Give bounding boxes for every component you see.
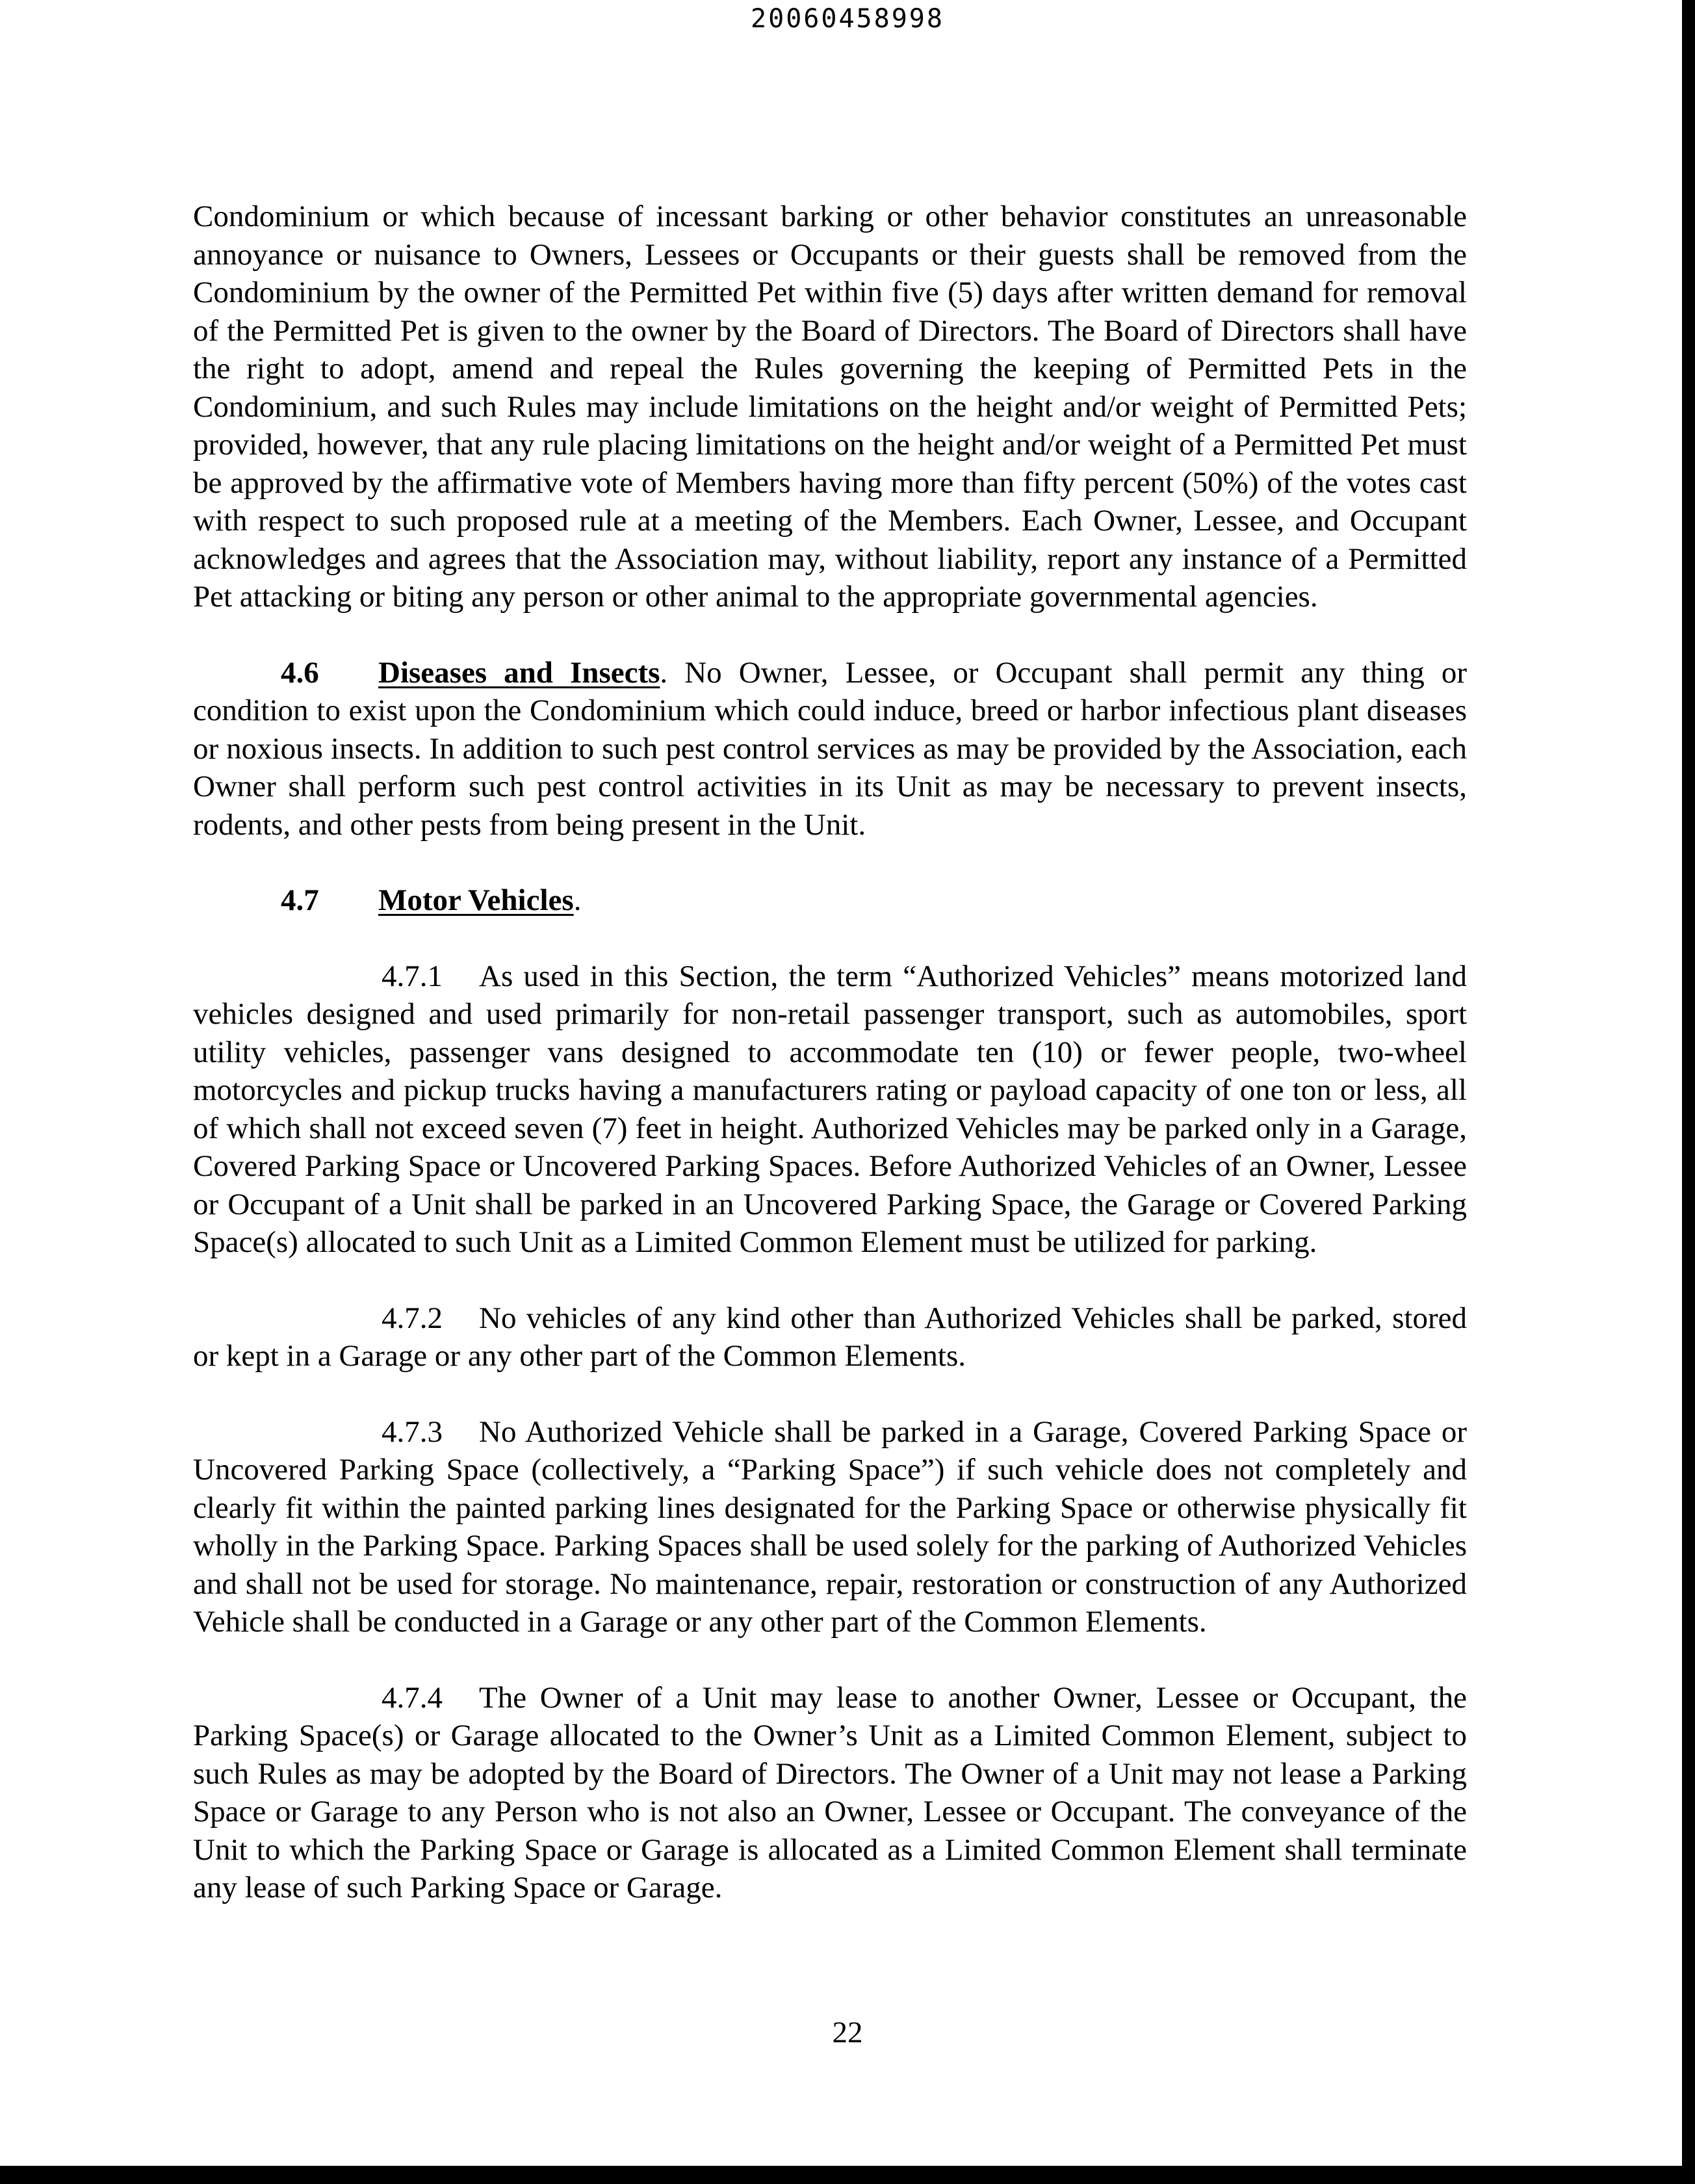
page-number: 22 [832,2016,863,2049]
subsection-text: The Owner of a Unit may lease to another Owner, Lessee or Occupant, the Parking Space(s) or Garage allocated to the Owner’s Unit as a Limited Common Element, subject to such Rules as may be adopted by the Board of Directors. The Owner of a Unit may not lease a Parking Space or Garage to any Person who is not also an Owner, Lessee or Occupant. The conveyance of the Unit to which the Parking Space or Garage is allocated as a Limited Common Element shall terminate any lease of such Parking Space or Garage. [193,1680,1467,1904]
section-4-6 [193,654,1467,844]
subsection-number: 4.7.3 [382,1414,443,1449]
scan-border-bottom [0,2166,1695,2184]
document-number: 20060458998 [751,4,944,34]
section-number: 4.6 [281,655,319,690]
section-text: . No Owner, Lessee, or Occupant shall permit any thing or condition to exist upon the Condominium which could induce, breed or harbor infectious plant diseases or noxious insects. In addition to such pest control services as may be provided by the Association, each Owner shall perform such pest control activities in its Unit as may be necessary to prevent insects, rodents, and other pests from being present in the Unit. [193,655,1467,842]
section-title-suffix: . [573,883,582,917]
scan-border-right [1682,0,1695,2184]
section-title: Diseases and Insects [378,655,660,690]
subsection-text: No Authorized Vehicle shall be parked in a Garage, Covered Parking Space or Uncovered Parking Space (collectively, a “Parking Space”) if such vehicle does not completely and clearly fit within the painted parking lines designated for the Parking Space or otherwise physically fit wholly in the Parking Space. Parking Spaces shall be used solely for the parking of Authorized Vehicles and shall not be used for storage. No maintenance, repair, restoration or construction of any Authorized Vehicle shall be conducted in a Garage or any other part of the Common Elements. [193,1414,1467,1639]
section-4-7-heading [193,881,1467,920]
subsection-number: 4.7.4 [382,1680,443,1715]
page-body [193,198,1467,1907]
subsection-4-7-4 [193,1679,1467,1907]
subsection-text: No vehicles of any kind other than Authorized Vehicles shall be parked, stored or kept in a Garage or any other part of the Common Elements. [193,1301,1467,1373]
intro-paragraph: Condominium or which because of incessant barking or other behavior constitutes an unreasonable annoyance or nuisance to Owners, Lessees or Occupants or their guests shall be removed from the Condominium by the owner of the Permitted Pet within five (5) days after written demand for removal of the Permitted Pet is given to the owner by the Board of Directors. The Board of Directors shall have the right to adopt, amend and repeal the Rules governing the keeping of Permitted Pets in the Condominium, and such Rules may include limitations on the height and/or weight of Permitted Pets; provided, however, that any rule placing limitations on the height and/or weight of a Permitted Pet must be approved by the affirmative vote of Members having more than fifty percent (50%) of the votes cast with respect to such proposed rule at a meeting of the Members. Each Owner, Lessee, and Occupant acknowledges and agrees that the Association may, without liability, report any instance of a Permitted Pet attacking or biting any person or other animal to the appropriate governmental agencies. [193,200,1467,614]
subsection-4-7-1 [193,957,1467,1262]
subsection-number: 4.7.2 [382,1301,443,1335]
subsection-4-7-3 [193,1413,1467,1641]
section-number: 4.7 [281,883,319,917]
subsection-4-7-2 [193,1299,1467,1375]
subsection-text: As used in this Section, the term “Authorized Vehicles” means motorized land vehicles designed and used primarily for non-retail passenger transport, such as automobiles, sport utility vehicles, passenger vans designed to accommodate ten (10) or fewer people, two-wheel motorcycles and pickup trucks having a manufacturers rating or payload capacity of one ton or less, all of which shall not exceed seven (7) feet in height. Authorized Vehicles may be parked only in a Garage, Covered Parking Space or Uncovered Parking Spaces. Before Authorized Vehicles of an Owner, Lessee or Occupant of a Unit shall be parked in an Uncovered Parking Space, the Garage or Covered Parking Space(s) allocated to such Unit as a Limited Common Element must be utilized for parking. [193,959,1467,1259]
subsection-number: 4.7.1 [382,959,443,993]
section-title: Motor Vehicles [378,883,574,917]
